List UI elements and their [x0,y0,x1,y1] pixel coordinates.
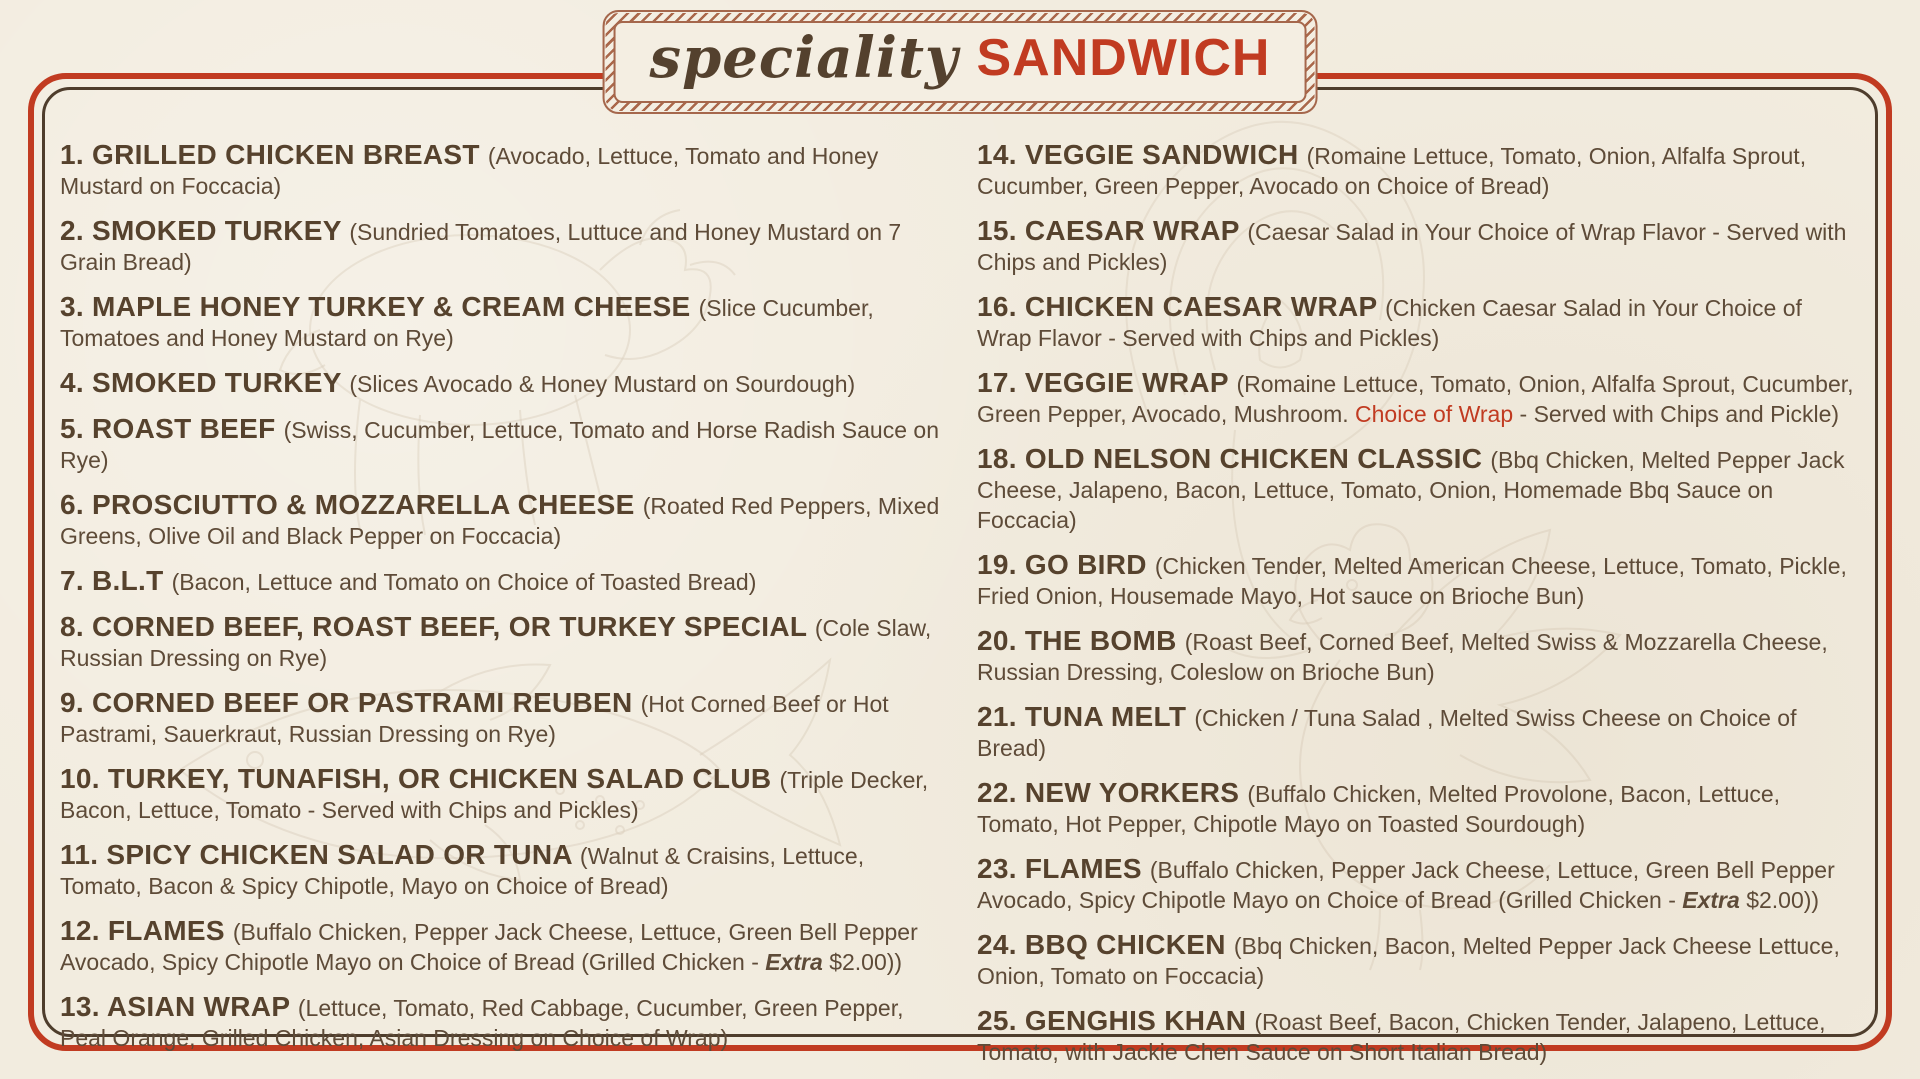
title-main-word: SANDWICH [976,29,1271,87]
menu-item-description: (Chicken Tender, Melted American Cheese, Lettuce, Tomato, Pickle, Fried Onion, Housemade Mayo, Hot sauce on Brioche Bun) [977,553,1847,609]
menu-item-title: 16. CHICKEN CAESAR WRAP [977,291,1386,322]
menu-item-title: 19. GO BIRD [977,549,1155,580]
menu-item-title: 14. VEGGIE SANDWICH [977,139,1307,170]
menu-item-description: (Cole Slaw, Russian Dressing on Rye) [60,615,932,671]
menu-content [42,118,1878,1065]
menu-item-title: 20. THE BOMB [977,625,1185,656]
menu-item [977,140,1860,201]
menu-item-title: 9. CORNED BEEF OR PASTRAMI REUBEN [60,687,641,718]
menu-item [977,930,1860,991]
menu-item [977,778,1860,839]
menu-item-description: $2.00)) [1739,887,1820,913]
menu-item-description: Extra [1682,887,1740,913]
menu-item-description: (Roast Beef, Corned Beef, Melted Swiss & Mozzarella Cheese, Russian Dressing, Coleslow on Brioche Bun) [977,629,1828,685]
menu-item-title: 23. FLAMES [977,853,1150,884]
menu-item-title: 11. SPICY CHICKEN SALAD OR TUNA [60,839,580,870]
menu-item-description: (Walnut & Craisins, Lettuce, Tomato, Bacon & Spicy Chipotle, Mayo on Choice of Bread) [60,843,865,899]
menu-item [60,566,943,597]
menu-item [60,840,943,901]
menu-item-description: (Bbq Chicken, Bacon, Melted Pepper Jack Cheese Lettuce, Onion, Tomato on Foccacia) [977,933,1840,989]
menu-item [60,916,943,977]
menu-item-description: $2.00)) [822,949,903,975]
menu-item [60,764,943,825]
menu-item-title: 7. B.L.T [60,565,172,596]
menu-column-left [60,139,943,1051]
title-script-word: speciality [649,25,959,91]
menu-item-title: 4. SMOKED TURKEY [60,367,350,398]
menu-item-title: 2. SMOKED TURKEY [60,215,350,246]
menu-item-description: (Triple Decker, Bacon, Lettuce, Tomato - Served with Chips and Pickles) [60,767,929,823]
menu-item-description: (Slice Cucumber, Tomatoes and Honey Mustard on Rye) [60,295,874,351]
menu-item-title: 1. GRILLED CHICKEN BREAST [60,139,488,170]
menu-item-title: 8. CORNED BEEF, ROAST BEEF, OR TURKEY SPECIAL [60,611,815,642]
menu-item-title: 25. GENGHIS KHAN [977,1005,1255,1036]
menu-item [60,612,943,673]
menu-item [977,292,1860,353]
menu-item-title: 17. VEGGIE WRAP [977,367,1237,398]
menu-item-title: 13. ASIAN WRAP [60,991,298,1022]
menu-item-description: (Bacon, Lettuce and Tomato on Choice of Toasted Bread) [171,569,757,595]
menu-item-title: 5. ROAST BEEF [60,413,284,444]
menu-item-description: (Avocado, Lettuce, Tomato and Honey Mustard on Foccacia) [60,143,879,199]
menu-item-description: (Buffalo Chicken, Pepper Jack Cheese, Lettuce, Green Bell Pepper Avocado, Spicy Chipotle Mayo on Choice of Bread (Grilled Chicken - [60,919,918,975]
menu-item [977,216,1860,277]
menu-item-description: (Romaine Lettuce, Tomato, Onion, Alfalfa Sprout, Cucumber, Green Pepper, Avocado, Mushroom. [977,371,1854,427]
menu-item [977,444,1860,535]
menu-item [60,368,943,399]
menu-item [60,292,943,353]
menu-item-title: 24. BBQ CHICKEN [977,929,1234,960]
menu-item-description: (Swiss, Cucumber, Lettuce, Tomato and Horse Radish Sauce on Rye) [60,417,939,473]
menu-item-description: Extra [765,949,823,975]
menu-item [977,854,1860,915]
menu-item-title: 21. TUNA MELT [977,701,1195,732]
menu-item-title: 15. CAESAR WRAP [977,215,1248,246]
menu-item [60,216,943,277]
menu-item-description: (Romaine Lettuce, Tomato, Onion, Alfalfa Sprout, Cucumber, Green Pepper, Avocado on Choice of Bread) [977,143,1807,199]
menu-item [977,550,1860,611]
menu-item-description: - Served with Chips and Pickle) [1513,401,1840,427]
menu-item-description: (Hot Corned Beef or Hot Pastrami, Sauerkraut, Russian Dressing on Rye) [60,691,889,747]
title-inner [614,21,1307,103]
menu-item-description: (Lettuce, Tomato, Red Cabbage, Cucumber, Green Pepper, Peal Orange, Grilled Chicken, Asian Dressing on Choice of Wrap) [60,995,904,1051]
menu-item-description: (Caesar Salad in Your Choice of Wrap Flavor - Served with Chips and Pickles) [977,219,1847,275]
menu-item-description: Choice of Wrap [1355,401,1514,427]
menu-item-title: 22. NEW YORKERS [977,777,1248,808]
menu-item-title: 3. MAPLE HONEY TURKEY & CREAM CHEESE [60,291,699,322]
menu-item [977,626,1860,687]
menu-item-description: (Buffalo Chicken, Melted Provolone, Bacon, Lettuce, Tomato, Hot Pepper, Chipotle Mayo on Toasted Sourdough) [977,781,1781,837]
menu-item [977,368,1860,429]
menu-item-title: 10. TURKEY, TUNAFISH, OR CHICKEN SALAD CLUB [60,763,780,794]
menu-item-description: (Roast Beef, Bacon, Chicken Tender, Jalapeno, Lettuce, Tomato, with Jackie Chen Sauce on Short Italian Bread) [977,1009,1826,1065]
menu-item-title: 12. FLAMES [60,915,233,946]
menu-item-description: (Buffalo Chicken, Pepper Jack Cheese, Lettuce, Green Bell Pepper Avocado, Spicy Chipotle Mayo on Choice of Bread (Grilled Chicken - [977,857,1835,913]
menu-column-right [977,139,1860,1065]
menu-item-description: (Sundried Tomatoes, Luttuce and Honey Mustard on 7 Grain Bread) [60,219,902,275]
menu-item [60,414,943,475]
menu-item [977,1006,1860,1067]
menu-item [60,140,943,201]
menu-item-title: 6. PROSCIUTTO & MOZZARELLA CHEESE [60,489,643,520]
menu-item-description: (Chicken / Tuna Salad , Melted Swiss Cheese on Choice of Bread) [977,705,1797,761]
menu-item-title: 18. OLD NELSON CHICKEN CLASSIC [977,443,1491,474]
menu-item [60,992,943,1053]
menu-item [60,688,943,749]
menu-item [977,702,1860,763]
title-box [603,10,1318,114]
menu-item-description: (Bbq Chicken, Melted Pepper Jack Cheese, Jalapeno, Bacon, Lettuce, Tomato, Onion, Homemade Bbq Sauce on Foccacia) [977,447,1845,533]
menu-item-description: (Chicken Caesar Salad in Your Choice of Wrap Flavor - Served with Chips and Pickles) [977,295,1802,351]
menu-item-description: (Slices Avocado & Honey Mustard on Sourdough) [349,371,856,397]
menu-item-description: (Roated Red Peppers, Mixed Greens, Olive Oil and Black Pepper on Foccacia) [60,493,940,549]
menu-item [60,490,943,551]
